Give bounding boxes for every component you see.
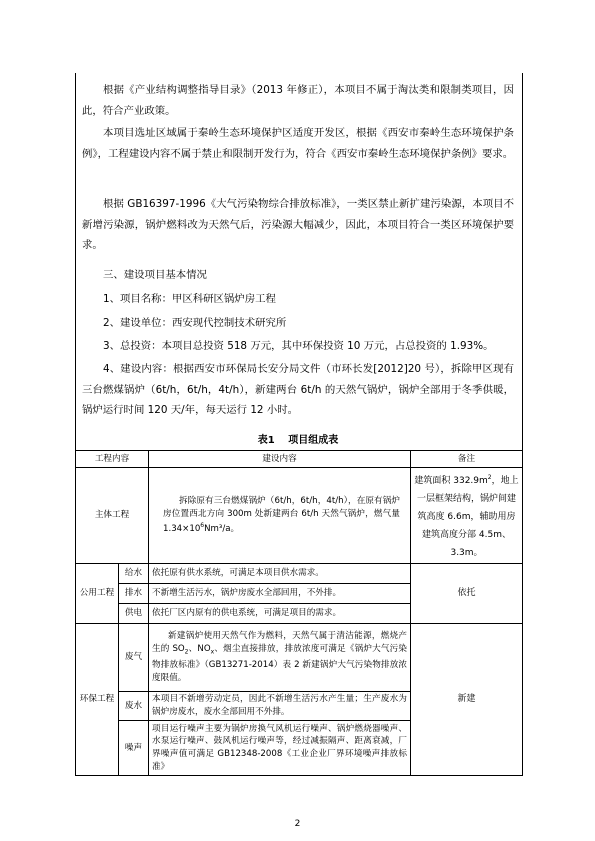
subcategory-cell: 废水 xyxy=(119,692,149,721)
note-cell: 新建 xyxy=(411,624,523,776)
table-caption: 表1 项目组成表 xyxy=(257,435,339,446)
table-row xyxy=(76,564,523,584)
paragraph-qinling-zone: 本项目选址区域属于秦岭生态环境保护区适度开发区，根据《西安市秦岭生态环境保护条例》，工程建设内容不属于禁止和限制开发行为，符合《西安市秦岭生态环境保护条例》要求。 xyxy=(82,127,514,160)
category-cell: 公用工程 xyxy=(76,564,119,624)
subcategory-cell: 噪声 xyxy=(119,721,149,776)
section-heading: 三、建设项目基本情况 xyxy=(103,269,207,281)
paragraph-industry-policy: 根据《产业结构调整指导目录》（2013 年修正），本项目不属于淘汰类和限制类项目，因此，符合产业政策。 xyxy=(82,84,514,117)
content-cell: 依托原有供水系统，可满足本项目供水需求。 xyxy=(149,564,411,584)
subcategory-cell: 给水 xyxy=(119,564,149,584)
content-cell: 新建锅炉使用天然气作为燃料，天然气属于清洁能源，燃烧产生的 $SO_2$、$NO_x$、烟尘直接排放，排放浓度可满足《锅炉大气污染物排放标准》（GB13271-2014）表 2 新建锅炉大气污染物排放浓度限值。 xyxy=(149,624,411,692)
content-cell: 依托厂区内原有的供电系统，可满足项目的需求。 xyxy=(149,604,411,624)
header-cell: 工程内容 xyxy=(76,451,149,468)
subcategory-cell: 废气 xyxy=(119,624,149,692)
subcategory-cell: 供电 xyxy=(119,604,149,624)
header-cell: 备注 xyxy=(411,451,523,468)
project-composition-table xyxy=(75,450,523,776)
note-cell: 依托 xyxy=(411,564,523,624)
table-header-row xyxy=(76,451,523,468)
content-cell: 不新增生活污水，锅炉房废水全部回用，不外排。 xyxy=(149,584,411,604)
category-cell: 主体工程 xyxy=(76,468,149,564)
table-row xyxy=(76,468,523,564)
construction-unit: 2、建设单位：西安现代控制技术研究所 xyxy=(103,317,287,329)
total-investment: 3、总投资：本项目总投资 518 万元，其中环保投资 10 万元，占总投资的 1.93%。 xyxy=(103,340,494,352)
construction-content: 4、建设内容：根据西安市环保局长安分局文件（市环长发[2012]20 号），拆除甲区现有三台燃煤锅炉（6t/h，6t/h，4t/h），新建两台 6t/h 的天然气锅炉，锅炉全部用于冬季供暖，锅炉运行时间 120 天/年，每天运行 12 小时。 xyxy=(82,363,514,416)
content-cell: 本项目不新增劳动定员，因此不新增生活污水产生量；生产废水为锅炉房废水，废水全部回用不外排。 xyxy=(149,692,411,721)
header-cell: 建设内容 xyxy=(149,451,411,468)
paragraph-emission-standard: 根据 GB16397-1996《大气污染物综合排放标准》，一类区禁止新扩建污染源，本项目不新增污染源，锅炉燃料改为天然气后，污染源大幅减少，因此，本项目符合一类区环境保护要求。 xyxy=(82,198,514,251)
content-cell: 拆除原有三台燃煤锅炉（6t/h，6t/h，4t/h），在原有锅炉房位置西北方向 300m 处新建两台 6t/h 天然气锅炉，燃气量 $1.34\times 10^6Nm^3/a$。 xyxy=(149,468,411,564)
table-row xyxy=(76,624,523,692)
note-cell: 建筑面积 $332.9m^2$，地上一层框架结构，锅炉间建筑高度 6.6m，辅助用房建筑高度分部 4.5m、3.3m。 xyxy=(411,468,523,564)
category-cell: 环保工程 xyxy=(76,624,119,776)
project-name: 1、项目名称：甲区科研区锅炉房工程 xyxy=(103,293,276,305)
content-cell: 项目运行噪声主要为锅炉房换气风机运行噪声、锅炉燃烧器噪声、水泵运行噪声、鼓风机运行噪声等，经过减振隔声、距离衰减，厂界噪声值可满足 GB12348-2008《工业企业厂界环境噪声排放标准》 xyxy=(149,721,411,776)
page-number: 2 xyxy=(294,819,301,829)
subcategory-cell: 排水 xyxy=(119,584,149,604)
